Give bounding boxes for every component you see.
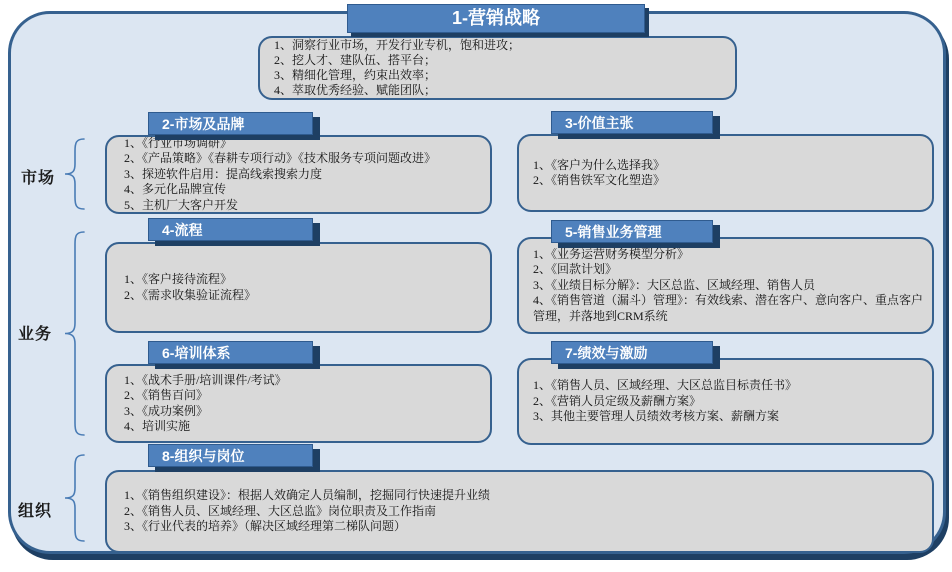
section-header-market-brand: 2-市场及品牌 xyxy=(148,112,313,135)
row-label-business: 业务 xyxy=(18,326,53,343)
section-item: 1、《业务运营财务模型分析》 xyxy=(533,246,690,261)
section-item: 2、《需求收集验证流程》 xyxy=(124,287,257,302)
strategy-title: 1-营销战略 xyxy=(347,4,645,33)
section-item: 1、《客户接待流程》 xyxy=(124,272,233,286)
section-item: 1、《客户为什么选择我》 xyxy=(533,157,666,172)
section-header-sales-management: 5-销售业务管理 xyxy=(551,220,713,243)
section-box-performance-incentive xyxy=(517,358,934,445)
section-box-organization-position xyxy=(105,470,934,553)
section-item: 2、《回款计划》 xyxy=(533,262,618,277)
strategy-summary-box xyxy=(258,36,737,100)
section-item: 2、《产品策略》《春耕专项行动》《技术服务专项问题改进》 xyxy=(124,151,437,166)
section-item: 4、培训实施 xyxy=(124,419,191,433)
section-header-process: 4-流程 xyxy=(148,218,313,241)
section-item: 3、《业绩目标分解》：大区总监、区域经理、销售人员 xyxy=(533,277,816,292)
section-box-training xyxy=(105,364,492,443)
section-box-value-proposition xyxy=(517,134,934,212)
section-item: 2、《营销人员定级及薪酬方案》 xyxy=(533,393,702,408)
section-header-value-proposition: 3-价值主张 xyxy=(551,111,713,134)
section-item: 2、《销售百问》 xyxy=(124,388,209,402)
section-item: 2、《销售铁军文化塑造》 xyxy=(533,173,666,187)
row-label-organization: 组织 xyxy=(18,503,53,520)
business-brace-icon xyxy=(62,230,88,437)
section-item: 3、《成功案例》 xyxy=(124,403,209,418)
section-header-performance-incentive: 7-绩效与激励 xyxy=(551,341,713,364)
section-item: 4、多元化品牌宣传 xyxy=(124,182,227,197)
strategy-item: 3、精细化管理，约束出效率； xyxy=(274,68,437,82)
section-item: 1、《销售组织建设》：根据人效确定人员编制，挖掘同行快速提升业绩 xyxy=(124,488,491,503)
organization-brace-icon xyxy=(62,453,88,543)
section-item: 1、《行业市场调研》 xyxy=(124,135,233,150)
section-item: 4、《销售管道（漏斗）管理》：有效线索、潜在客户、意向客户、重点客户管理，并落地到CRM系统 xyxy=(533,293,924,323)
section-box-market-brand xyxy=(105,135,492,214)
strategy-item: 2、挖人才、建队伍、搭平台； xyxy=(274,52,437,67)
section-header-organization-position: 8-组织与岗位 xyxy=(148,444,313,467)
market-brace-icon xyxy=(62,137,88,211)
section-item: 3、其他主要管理人员绩效考核方案、薪酬方案 xyxy=(533,409,780,424)
strategy-item: 4、萃取优秀经验、赋能团队； xyxy=(274,83,437,98)
section-item: 3、《行业代表的培养》（解决区域经理第二梯队问题） xyxy=(124,519,407,534)
section-item: 1、《战术手册/培训课件/考试》 xyxy=(124,372,287,387)
section-item: 1、《销售人员、区域经理、大区总监目标责任书》 xyxy=(533,378,798,393)
strategy-item: 1、洞察行业市场，开发行业专机，饱和进攻； xyxy=(274,37,521,52)
section-box-sales-management xyxy=(517,237,934,334)
section-box-process xyxy=(105,242,492,333)
section-item: 2、《销售人员、区域经理、大区总监》岗位职责及工作指南 xyxy=(124,503,437,518)
section-item: 5、主机厂大客户开发 xyxy=(124,197,239,212)
section-header-training: 6-培训体系 xyxy=(148,341,313,364)
section-item: 3、探迹软件启用：提高线索搜索力度 xyxy=(124,166,323,181)
row-label-market: 市场 xyxy=(21,170,56,187)
